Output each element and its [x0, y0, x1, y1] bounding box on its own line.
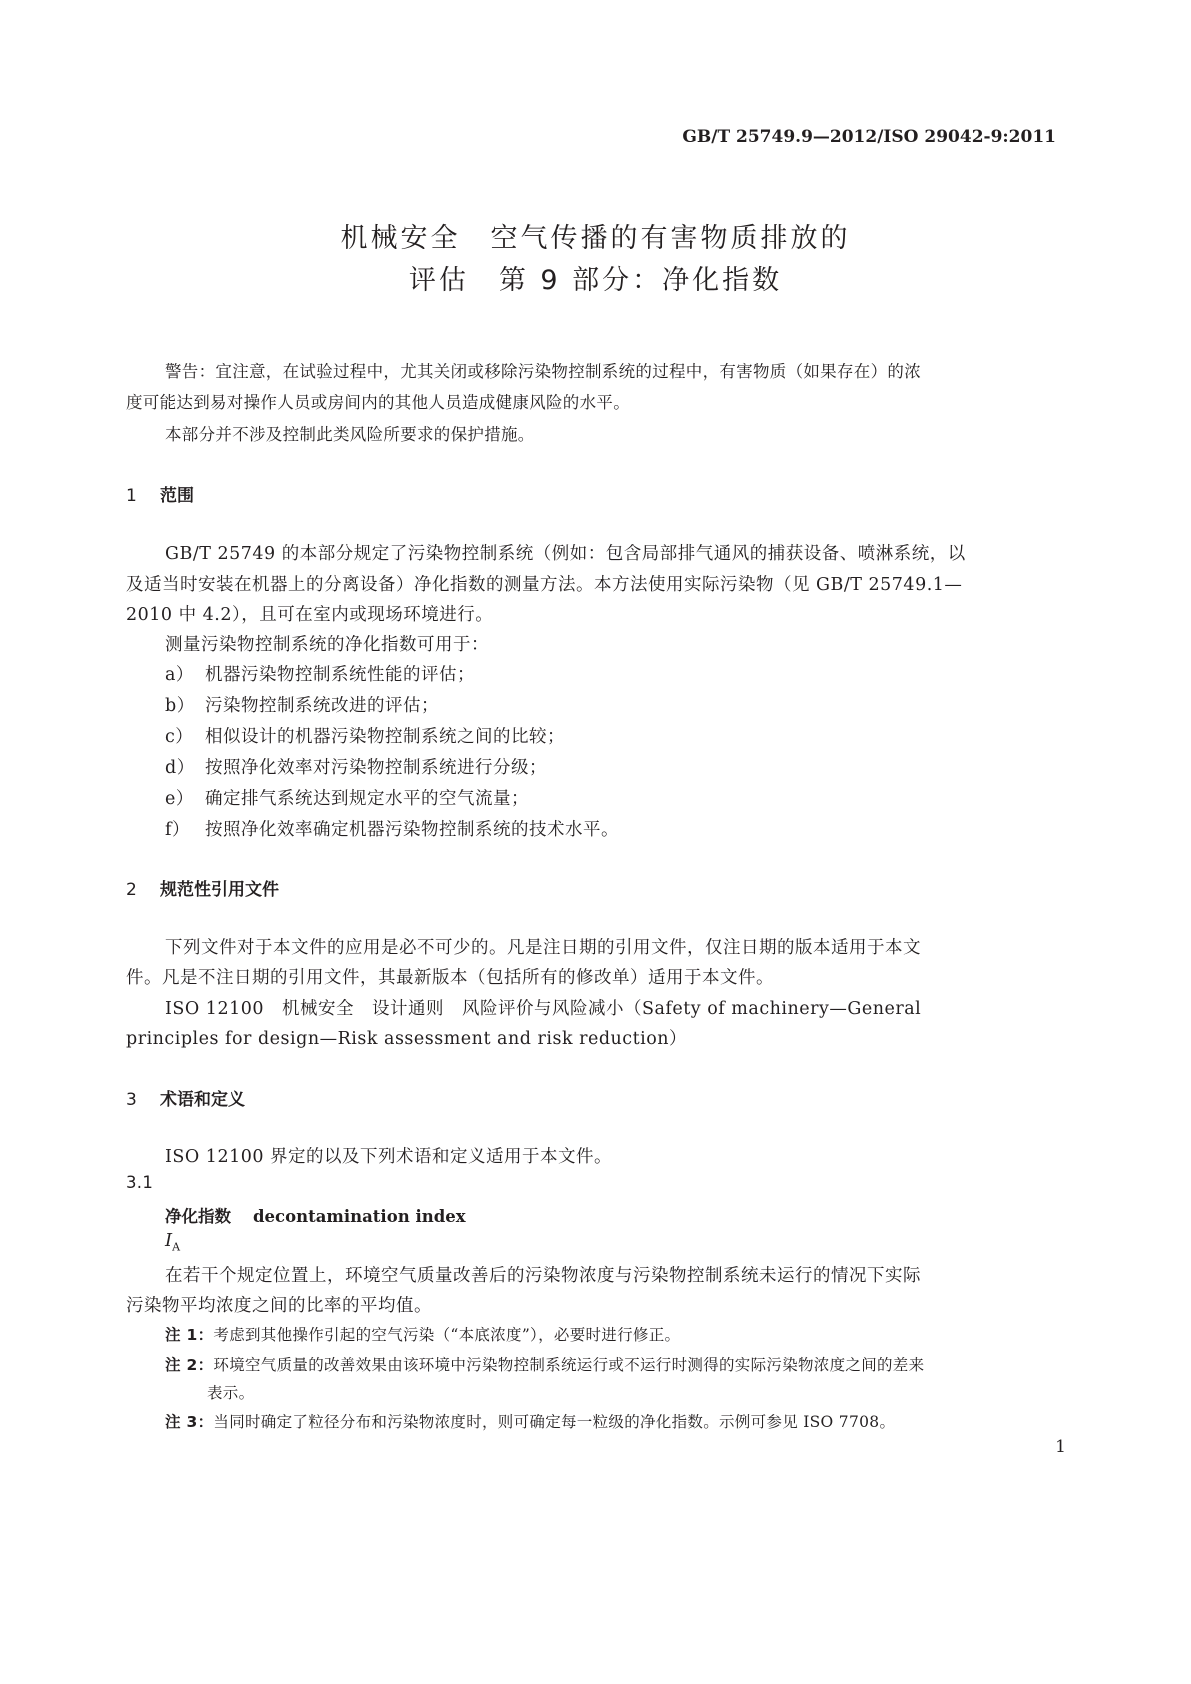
- symbol-letter: I: [165, 1230, 173, 1251]
- document-title-line2: 评估 第 9 部分：净化指数: [408, 265, 783, 296]
- section-3-heading: [126, 1085, 245, 1110]
- document-title-line1: 机械安全 空气传播的有害物质排放的: [340, 223, 851, 254]
- symbol-subscript: A: [172, 1240, 181, 1254]
- list-marker: c）: [165, 727, 194, 747]
- normative-reference-line1: ISO 12100 机械安全 设计通则 风险评价与风险减小（Safety of machinery—General: [165, 999, 922, 1019]
- note-label: 注 1：: [165, 1326, 214, 1344]
- warning-line1: 警告：宜注意，在试验过程中，尤其关闭或移除污染物控制系统的过程中，有害物质（如果存在）的浓: [165, 362, 921, 381]
- list-item: [165, 816, 619, 841]
- list-item: [165, 785, 529, 810]
- note-text: 表示。: [207, 1384, 255, 1402]
- section-2-para-line1: 下列文件对于本文件的应用是必不可少的。凡是注日期的引用文件，仅注日期的版本适用于本文: [165, 938, 921, 958]
- note-text: 当同时确定了粒径分布和污染物浓度时，则可确定每一粒级的净化指数。示例可参见 ISO 7708。: [213, 1413, 896, 1431]
- note-2: [165, 1353, 924, 1375]
- definition-line1: 在若干个规定位置上，环境空气质量改善后的污染物浓度与污染物控制系统未运行的情况下实际: [165, 1266, 921, 1286]
- definition-line2: 污染物平均浓度之间的比率的平均值。: [126, 1296, 432, 1316]
- term-english: decontamination index: [253, 1207, 466, 1226]
- section-3-intro: ISO 12100 界定的以及下列术语和定义适用于本文件。: [165, 1147, 613, 1167]
- section-2-heading: [126, 875, 279, 900]
- section-1-para-line1: GB/T 25749 的本部分规定了污染物控制系统（例如：包含局部排气通风的捕获设备、喷淋系统，以: [165, 544, 966, 564]
- list-text: 相似设计的机器污染物控制系统之间的比较；: [205, 727, 565, 747]
- note-text: 考虑到其他操作引起的空气污染（“本底浓度”），必要时进行修正。: [213, 1326, 681, 1344]
- section-3-title: 术语和定义: [160, 1090, 245, 1110]
- term-number: 3.1: [126, 1173, 154, 1192]
- term-chinese: 净化指数: [165, 1207, 231, 1226]
- section-1-para-line2: 及适当时安装在机器上的分离设备）净化指数的测量方法。本方法使用实际污染物（见 GB/T 25749.1—: [126, 575, 963, 595]
- note-1: [165, 1323, 680, 1345]
- note-2-continuation: [207, 1381, 254, 1403]
- list-text: 污染物控制系统改进的评估；: [205, 696, 439, 716]
- list-item: [165, 754, 547, 779]
- note-label: 注 2：: [165, 1356, 214, 1374]
- list-item: [165, 692, 439, 717]
- section-1-para2: 测量污染物控制系统的净化指数可用于：: [165, 635, 489, 655]
- section-3-number: 3: [126, 1090, 137, 1110]
- section-1-heading: [126, 481, 194, 506]
- section-2-para-line2: 件。凡是不注日期的引用文件，其最新版本（包括所有的修改单）适用于本文件。: [126, 968, 774, 988]
- list-item: [165, 723, 565, 748]
- note-3: [165, 1410, 895, 1432]
- term-entry: [165, 1203, 466, 1227]
- list-marker: a）: [165, 665, 194, 685]
- normative-reference-line2: principles for design—Risk assessment and risk reduction）: [126, 1029, 688, 1049]
- list-marker: f）: [165, 820, 190, 840]
- list-marker: d）: [165, 758, 195, 778]
- page-number: 1: [1055, 1437, 1066, 1457]
- note-label: 注 3：: [165, 1413, 214, 1431]
- list-text: 按照净化效率对污染物控制系统进行分级；: [205, 758, 547, 778]
- section-1-number: 1: [126, 486, 137, 506]
- list-text: 机器污染物控制系统性能的评估；: [205, 665, 475, 685]
- section-1-title: 范围: [160, 486, 194, 506]
- list-item: [165, 661, 475, 686]
- section-2-title: 规范性引用文件: [160, 880, 279, 900]
- list-text: 按照净化效率确定机器污染物控制系统的技术水平。: [205, 820, 619, 840]
- standard-number: GB/T 25749.9—2012/ISO 29042-9:2011: [682, 127, 1056, 147]
- term-symbol: [165, 1230, 180, 1254]
- section-1-para-line3: 2010 中 4.2），且可在室内或现场环境进行。: [126, 605, 494, 625]
- list-text: 确定排气系统达到规定水平的空气流量；: [205, 789, 529, 809]
- list-marker: e）: [165, 789, 194, 809]
- warning-line3: 本部分并不涉及控制此类风险所要求的保护措施。: [165, 425, 535, 444]
- warning-line2: 度可能达到易对操作人员或房间内的其他人员造成健康风险的水平。: [126, 393, 630, 412]
- section-2-number: 2: [126, 880, 137, 900]
- note-text: 环境空气质量的改善效果由该环境中污染物控制系统运行或不运行时测得的实际污染物浓度之间的差来: [213, 1356, 925, 1374]
- list-marker: b）: [165, 696, 195, 716]
